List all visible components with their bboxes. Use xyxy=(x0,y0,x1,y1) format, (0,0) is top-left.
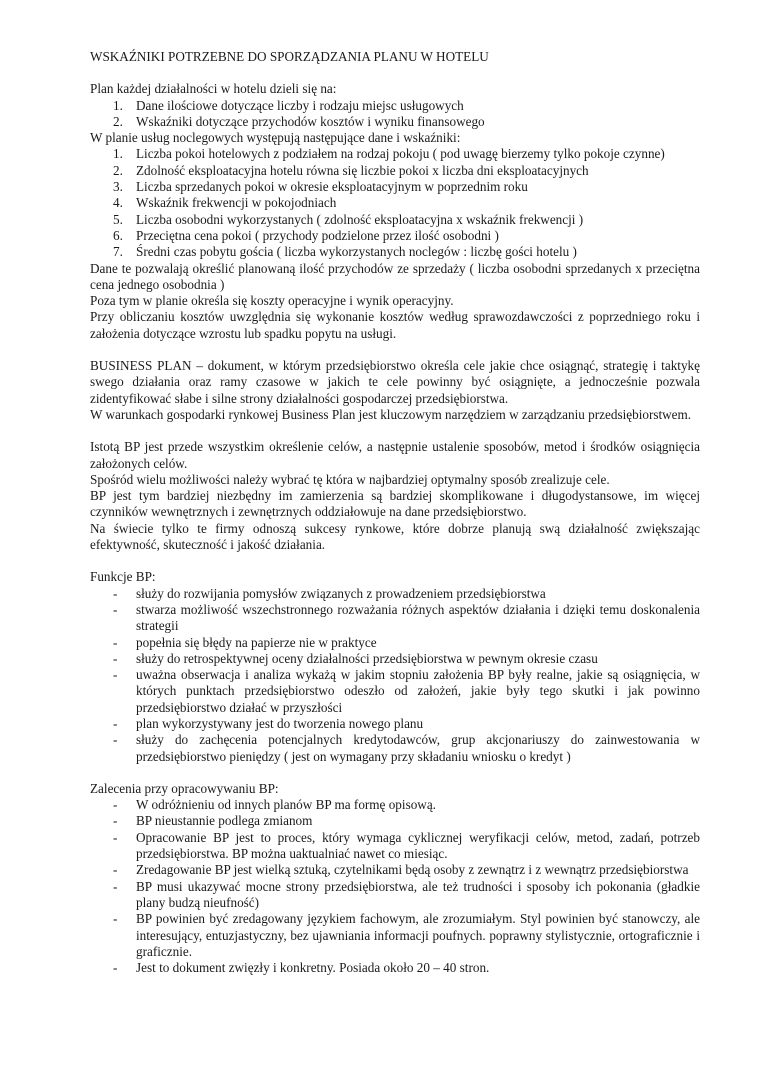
item-number: 6. xyxy=(113,227,123,243)
recommendations-list xyxy=(90,797,700,976)
list-item xyxy=(90,830,700,863)
item-number: 4. xyxy=(113,195,123,211)
item-text: Zdolność eksploatacyjna hotelu równa się liczbie pokoi x liczba dni eksploatacyjnych xyxy=(136,162,589,178)
list-item xyxy=(90,179,700,195)
item-text: Liczba pokoi hotelowych z podziałem na rodzaj pokoju ( pod uwagę bierzemy tylko pokoje czynne) xyxy=(136,146,665,162)
item-text: BP powinien być zredagowany językiem fachowym, ale zrozumiałym. Styl powinien być stanowczy, ale interesujący, entuzjastyczny, bez ujawniania informacji poufnych. poprawny stylistycznie, ortograficznie i graficznie. xyxy=(136,911,700,959)
item-text: popełnia się błędy na papierze nie w praktyce xyxy=(136,634,377,650)
item-text: Liczba osobodni wykorzystanych ( zdolność eksploatacyjna x wskaźnik frekwencji ) xyxy=(136,211,584,227)
document-title: WSKAŹNIKI POTRZEBNE DO SPORZĄDZANIA PLANU W HOTELU xyxy=(90,49,489,64)
list-item xyxy=(90,195,700,211)
bp-essence: Istotą BP jest przede wszystkim określenie celów, a następnie ustalenie sposobów, metod i środków osiągnięcia założonych celów. xyxy=(90,439,700,471)
item-text: służy do zachęcenia potencjalnych kredytodawców, grup akcjonariuszy do zainwestowania w przedsiębiorstwo pieniędzy ( jest on wymagany przy składaniu wniosku o kredyt ) xyxy=(136,732,700,764)
list-item xyxy=(90,879,700,912)
list-item xyxy=(90,163,700,179)
item-text: Wskaźniki dotyczące przychodów kosztów i wyniku finansowego xyxy=(136,113,485,129)
item-number: 1. xyxy=(113,97,123,113)
list-item xyxy=(90,146,700,162)
item-text: W odróżnieniu od innych planów BP ma formę opisową. xyxy=(136,797,436,813)
item-text: służy do rozwijania pomysłów związanych z prowadzeniem przedsiębiorstwa xyxy=(136,585,546,601)
list-item xyxy=(90,732,700,765)
item-text: plan wykorzystywany jest do tworzenia nowego planu xyxy=(136,715,424,731)
intro-paragraph: Plan każdej działalności w hotelu dzieli się na: xyxy=(90,81,337,97)
item-text: Średni czas pobytu gościa ( liczba wykorzystanych noclegów : liczbę gości hotelu ) xyxy=(136,244,577,260)
functions-list xyxy=(90,586,700,765)
item-text: Liczba sprzedanych pokoi w okresie eksploatacyjnym w poprzednim roku xyxy=(136,179,528,195)
item-text: Opracowanie BP jest to proces, który wymaga cyklicznej weryfikacji celów, metod, zadań, potrzeb przedsiębiorstwa. BP można uaktualniać nawet co miesiąc. xyxy=(136,829,700,862)
item-text: Wskaźnik frekwencji w pokojodniach xyxy=(136,195,337,211)
dash-marker: - xyxy=(113,667,118,683)
noclegi-list xyxy=(90,146,700,260)
list-item xyxy=(90,797,700,813)
item-number: 1. xyxy=(113,146,123,162)
list-item xyxy=(90,651,700,667)
item-text: Zredagowanie BP jest wielką sztuką, czytelnikami będą osoby z zewnątrz i z wewnątrz przedsiębiorstwa xyxy=(136,862,689,878)
list-item xyxy=(90,960,700,976)
list-item xyxy=(90,244,700,260)
list-item xyxy=(90,586,700,602)
list-item xyxy=(90,212,700,228)
item-text: stwarza możliwość wszechstronnego rozważania różnych aspektów działania i dzięki temu doskonalenia strategii xyxy=(136,601,700,634)
item-text: BP nieustannie podlega zmianom xyxy=(136,813,313,829)
dash-marker: - xyxy=(113,960,118,976)
item-text: uważna obserwacja i analiza wykażą w jakim stopniu założenia BP były realne, jakie są osiągnięcia, w których punktach przedsiębiorstwo odeszło od założeń, jakie były tego skutki i jak powinno przedsiębiorstwo działać w przyszłości xyxy=(136,667,700,715)
list-item xyxy=(90,98,700,114)
dash-marker: - xyxy=(113,829,118,845)
paragraph: Poza tym w planie określa się koszty operacyjne i wynik operacyjny. xyxy=(90,293,454,309)
list-item xyxy=(90,114,700,130)
dash-marker: - xyxy=(113,585,118,601)
list-item xyxy=(90,716,700,732)
item-text: Przeciętna cena pokoi ( przychody podzielone przez ilość osobodni ) xyxy=(136,227,499,243)
dash-marker: - xyxy=(113,634,118,650)
paragraph: Przy obliczaniu kosztów uwzględnia się wykonanie kosztów według sprawozdawczości z poprzedniego roku i założenia dotyczące wzrostu lub spadku popytu na usługi. xyxy=(90,309,700,341)
list-item xyxy=(90,813,700,829)
list-item xyxy=(90,602,700,635)
item-number: 3. xyxy=(113,179,123,195)
recommendations-heading: Zalecenia przy opracowywaniu BP: xyxy=(90,780,279,796)
bp-definition: BUSINESS PLAN – dokument, w którym przedsiębiorstwo określa cele jakie chce osiągnąć, strategię i taktykę swego działania oraz ramy czasowe w jakich te cele powinny być osiągnięte, a jednocześnie pozwala zidentyfikować słabe i silne strony działalności gospodarczej przedsiębiorstwa. xyxy=(90,358,700,406)
item-text: Jest to dokument zwięzły i konkretny. Posiada około 20 – 40 stron. xyxy=(136,960,490,976)
item-number: 5. xyxy=(113,211,123,227)
item-number: 7. xyxy=(113,244,123,260)
noclegi-intro: W planie usług noclegowych występują następujące dane i wskaźniki: xyxy=(90,130,461,146)
intro-list xyxy=(90,98,700,131)
dash-marker: - xyxy=(113,911,118,927)
list-item xyxy=(90,228,700,244)
paragraph: Dane te pozwalają określić planowaną ilość przychodów ze sprzedaży ( liczba osobodni sprzedanych x przeciętna cena jednego osobodnia ) xyxy=(90,260,700,292)
item-text: służy do retrospektywnej oceny działalności przedsiębiorstwa w pewnym okresie czasu xyxy=(136,650,598,666)
dash-marker: - xyxy=(113,813,118,829)
dash-marker: - xyxy=(113,878,118,894)
dash-marker: - xyxy=(113,732,118,748)
item-text: BP musi ukazywać mocne strony przedsiębiorstwa, ale też trudności i sposoby ich pokonania (gładkie plany budzą nieufność) xyxy=(136,878,700,910)
dash-marker: - xyxy=(113,650,118,666)
paragraph: Na świecie tylko te firmy odnoszą sukcesy rynkowe, które dobrze planują swą działalność zwiększając efektywność, skuteczność i jakość działania. xyxy=(90,520,700,553)
dash-marker: - xyxy=(113,862,118,878)
item-number: 2. xyxy=(113,162,123,178)
dash-marker: - xyxy=(113,601,118,617)
list-item xyxy=(90,635,700,651)
list-item xyxy=(90,911,700,960)
functions-heading: Funkcje BP: xyxy=(90,569,156,585)
list-item xyxy=(90,667,700,716)
paragraph: W warunkach gospodarki rynkowej Business Plan jest kluczowym narzędziem w zarządzaniu przedsiębiorstwem. xyxy=(90,406,692,422)
list-item xyxy=(90,862,700,878)
dash-marker: - xyxy=(113,715,118,731)
item-text: Dane ilościowe dotyczące liczby i rodzaju miejsc usługowych xyxy=(136,97,464,113)
paragraph: BP jest tym bardziej niezbędny im zamierzenia są bardziej skomplikowane i długodystansowe, im więcej czynników wewnętrznych i zewnętrznych oddziałowuje na dane przedsiębiorstwo. xyxy=(90,488,700,520)
paragraph: Spośród wielu możliwości należy wybrać tę która w najbardziej optymalny sposób zrealizuje cele. xyxy=(90,471,610,487)
item-number: 2. xyxy=(113,113,123,129)
dash-marker: - xyxy=(113,797,118,813)
